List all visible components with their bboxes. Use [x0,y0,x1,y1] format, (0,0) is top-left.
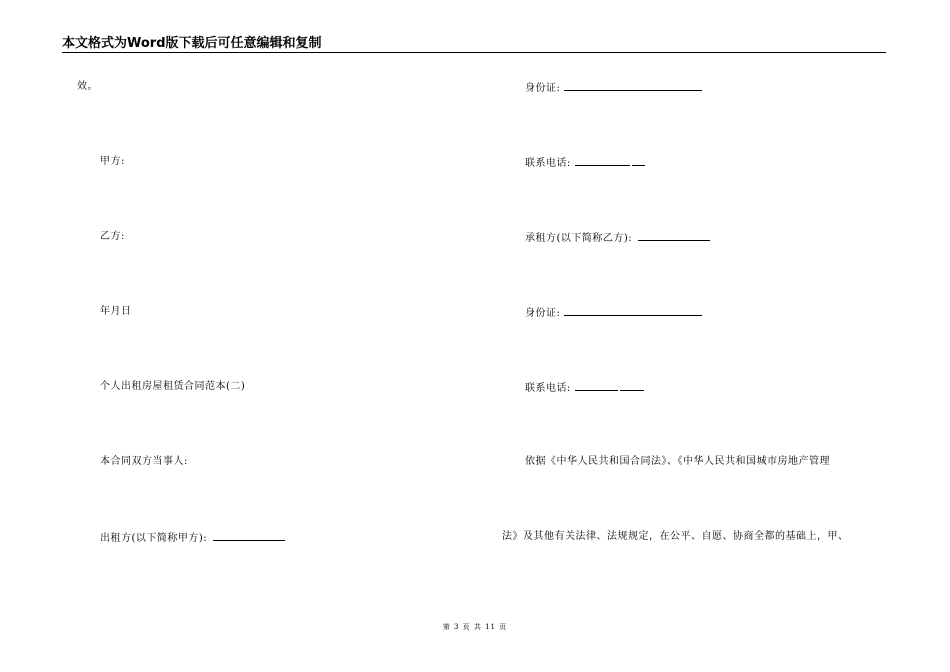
phone-blank-1b [632,155,645,166]
right-line-legal-basis-cont: 法》及其他有关法律、法规规定，在公平、自愿、协商全都的基础上，甲、 [502,531,849,542]
phone-blank-1a [575,155,630,166]
lessor-blank [213,530,285,541]
id-label-2: 身份证: [525,308,561,319]
right-line-id-2 [525,305,702,321]
left-line-continuation: 效。 [77,81,98,92]
left-line-parties-intro: 本合同双方当事人: [100,456,188,467]
left-line-lessor [100,530,285,546]
page-number: 第 3 页 共 11 页 [442,623,508,631]
right-line-lessee [525,230,710,246]
right-line-phone-2 [525,380,644,396]
lessee-blank [638,230,710,241]
id-label-1: 身份证: [525,83,561,94]
left-line-party-a: 甲方: [100,156,125,167]
left-line-contract-title: 个人出租房屋租赁合同范本(二) [100,381,246,392]
right-line-id-1 [525,80,702,96]
left-line-party-b: 乙方: [100,231,125,242]
lessee-label: 承租方(以下简称乙方): [525,233,633,244]
document-header: 本文格式为Word版下载后可任意编辑和复制 [62,36,322,51]
right-line-phone-1 [525,155,645,171]
phone-label-1: 联系电话: [525,158,571,169]
phone-blank-2b [620,380,644,391]
id-blank-1 [564,80,702,91]
id-blank-2 [564,305,702,316]
phone-label-2: 联系电话: [525,383,571,394]
left-line-date: 年月日 [100,306,132,317]
phone-blank-2a [575,380,618,391]
lessor-label: 出租方(以下简称甲方): [100,533,208,544]
header-divider [62,52,886,53]
right-line-legal-basis: 依据《中华人民共和国合同法》、《中华人民共和国城市房地产管理 [525,456,830,467]
